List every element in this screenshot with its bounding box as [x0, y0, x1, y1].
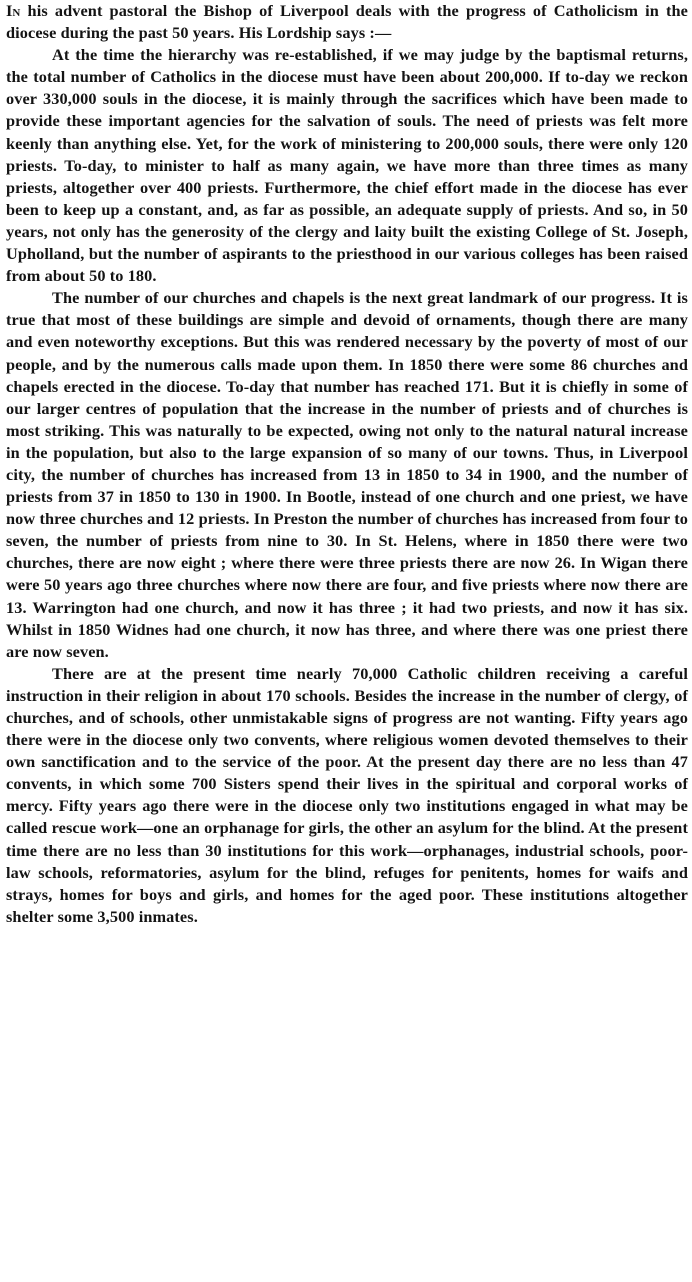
paragraph-churches-chapels: The number of our churches and chapels is the next great landmark of our progress. It is true that most of these buildings are simple and devoid of ornaments, though there are many and even noteworthy exceptions. But this was rendered necessary by the poverty of most of our people, and by the numerous calls made upon them. In 1850 there were some 86 churches and chapels erected in the diocese. To-day that number has reached 171. But it is chiefly in some of our larger centres of population that the increase in the number of priests and of churches is most striking. This was naturally to be expected, owing not only to the natural natural increase in the population, but also to the large expansion of so many of our towns. Thus, in Liverpool city, the number of churches has increased from 13 in 1850 to 34 in 1900, and the number of priests from 37 in 1850 to 130 in 1900. In Bootle, instead of one church and one priest, we have now three churches and 12 priests. In Preston the number of churches has increased from four to seven, the number of priests from nine to 30. In St. Helens, where in 1850 there were two churches, there are now eight ; where there were three priests there are now 26. In Wigan there were 50 years ago three churches where now there are four, and five priests where now there are 13. Warrington had one church, and now it has three ; it had two priests, and now it has six. Whilst in 1850 Widnes had one church, it now has three, and where there was one priest there are now seven.: [6, 288, 688, 661]
newspaper-article: [6, 0, 688, 928]
paragraph-hierarchy-priests: At the time the hierarchy was re-established, if we may judge by the baptismal returns, the total number of Catholics in the diocese must have been about 200,000. If to-day we reckon over 330,000 souls in the diocese, it is mainly through the sacrifices which have been made to provide these important agencies for the salvation of souls. The need of priests was felt more keenly than anything else. Yet, for the work of ministering to 200,000 souls, there were only 120 priests. To-day, to minister to half as many again, we have more than three times as many priests, altogether over 400 priests. Furthermore, the chief effort made in the diocese has ever been to keep up a constant, and, as far as possible, an adequate supply of priests. And so, in 50 years, not only has the generosity of the clergy and laity built the existing College of St. Joseph, Upholland, but the number of aspirants to the priesthood in our various colleges has been raised from about 50 to 180.: [6, 45, 688, 286]
intro-text: his advent pastoral the Bishop of Liverpool deals with the progress of Catholicism in the diocese during the past 50 years. His Lordship says :—: [6, 1, 688, 43]
intro-lead-word: In: [6, 1, 21, 20]
paragraph-schools-institutions: There are at the present time nearly 70,000 Catholic children receiving a careful instruction in their religion in about 170 schools. Besides the increase in the number of clergy, of churches, and of schools, other unmistakable signs of progress are not wanting. Fifty years ago there were in the diocese only two convents, where religious women devoted themselves to their own sanctification and to the service of the poor. At the present day there are no less than 47 convents, in which some 700 Sisters spend their lives in the spiritual and corporal works of mercy. Fifty years ago there were in the diocese only two institutions engaged in what may be called rescue work—one an orphanage for girls, the other an asylum for the blind. At the present time there are no less than 30 institutions for this work—orphanages, industrial schools, poor-law schools, reformatories, asylum for the blind, refuges for penitents, homes for waifs and strays, homes for boys and girls, and homes for the aged poor. These institutions altogether shelter some 3,500 inmates.: [6, 663, 688, 926]
intro-paragraph: [6, 0, 688, 44]
